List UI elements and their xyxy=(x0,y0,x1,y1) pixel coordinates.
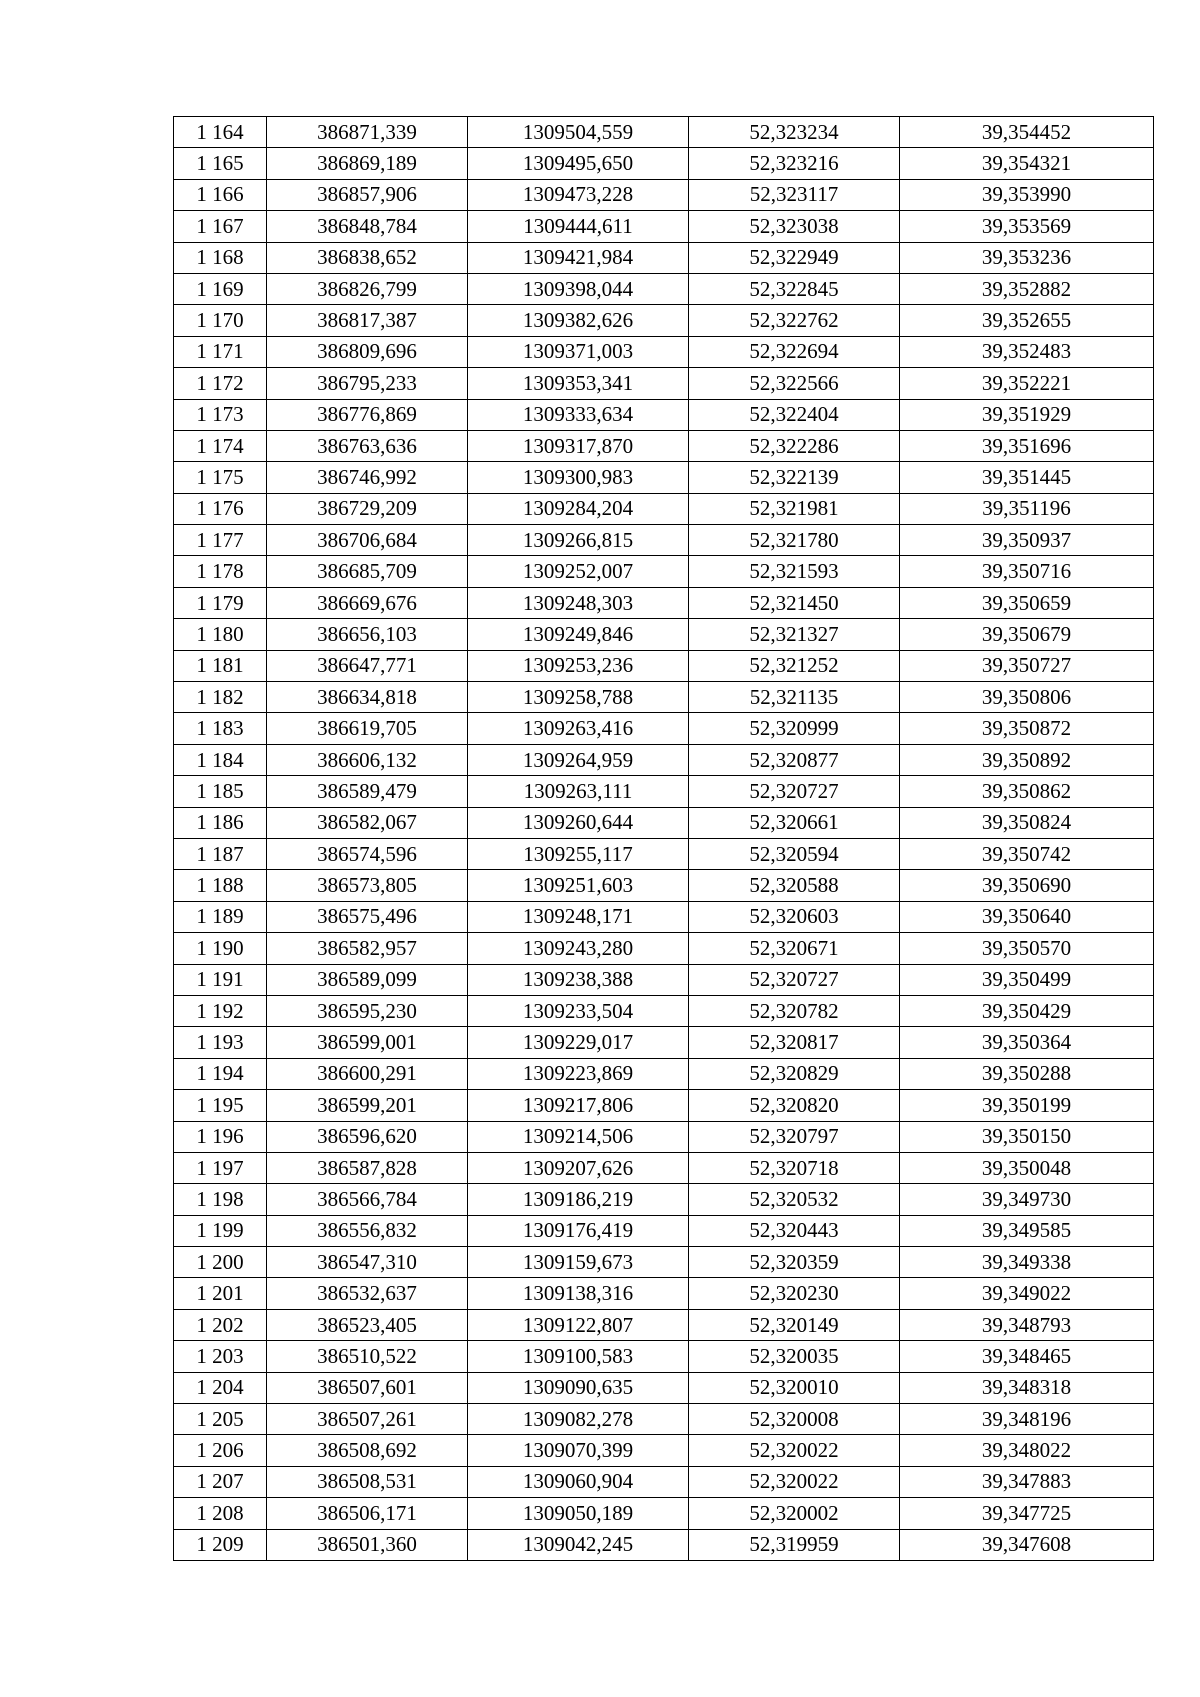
point-number-cell: 1 196 xyxy=(174,1121,267,1152)
table-row xyxy=(174,525,1154,556)
latitude-cell: 52,320727 xyxy=(689,776,900,807)
x-coordinate-cell: 386606,132 xyxy=(267,744,468,775)
table-row xyxy=(174,273,1154,304)
point-number-cell: 1 205 xyxy=(174,1404,267,1435)
y-coordinate-cell: 1309042,245 xyxy=(468,1529,689,1560)
longitude-cell: 39,348465 xyxy=(900,1341,1154,1372)
latitude-cell: 52,320149 xyxy=(689,1309,900,1340)
x-coordinate-cell: 386582,067 xyxy=(267,807,468,838)
table-row xyxy=(174,1435,1154,1466)
latitude-cell: 52,320661 xyxy=(689,807,900,838)
longitude-cell: 39,351445 xyxy=(900,462,1154,493)
latitude-cell: 52,322139 xyxy=(689,462,900,493)
latitude-cell: 52,320718 xyxy=(689,1152,900,1183)
point-number-cell: 1 199 xyxy=(174,1215,267,1246)
latitude-cell: 52,320230 xyxy=(689,1278,900,1309)
x-coordinate-cell: 386599,001 xyxy=(267,1027,468,1058)
y-coordinate-cell: 1309176,419 xyxy=(468,1215,689,1246)
y-coordinate-cell: 1309229,017 xyxy=(468,1027,689,1058)
latitude-cell: 52,323216 xyxy=(689,148,900,179)
y-coordinate-cell: 1309333,634 xyxy=(468,399,689,430)
longitude-cell: 39,350937 xyxy=(900,525,1154,556)
y-coordinate-cell: 1309266,815 xyxy=(468,525,689,556)
latitude-cell: 52,320532 xyxy=(689,1184,900,1215)
latitude-cell: 52,323234 xyxy=(689,117,900,148)
latitude-cell: 52,320008 xyxy=(689,1404,900,1435)
x-coordinate-cell: 386826,799 xyxy=(267,273,468,304)
x-coordinate-cell: 386669,676 xyxy=(267,587,468,618)
latitude-cell: 52,320443 xyxy=(689,1215,900,1246)
point-number-cell: 1 178 xyxy=(174,556,267,587)
point-number-cell: 1 166 xyxy=(174,179,267,210)
table-row xyxy=(174,1404,1154,1435)
point-number-cell: 1 174 xyxy=(174,430,267,461)
y-coordinate-cell: 1309248,171 xyxy=(468,901,689,932)
y-coordinate-cell: 1309444,611 xyxy=(468,211,689,242)
x-coordinate-cell: 386647,771 xyxy=(267,650,468,681)
latitude-cell: 52,320817 xyxy=(689,1027,900,1058)
point-number-cell: 1 184 xyxy=(174,744,267,775)
longitude-cell: 39,354452 xyxy=(900,117,1154,148)
x-coordinate-cell: 386508,531 xyxy=(267,1466,468,1497)
latitude-cell: 52,320035 xyxy=(689,1341,900,1372)
longitude-cell: 39,353990 xyxy=(900,179,1154,210)
point-number-cell: 1 182 xyxy=(174,682,267,713)
longitude-cell: 39,350716 xyxy=(900,556,1154,587)
x-coordinate-cell: 386848,784 xyxy=(267,211,468,242)
longitude-cell: 39,350892 xyxy=(900,744,1154,775)
y-coordinate-cell: 1309263,416 xyxy=(468,713,689,744)
table-row xyxy=(174,901,1154,932)
longitude-cell: 39,349585 xyxy=(900,1215,1154,1246)
table-row xyxy=(174,933,1154,964)
point-number-cell: 1 170 xyxy=(174,305,267,336)
table-row xyxy=(174,995,1154,1026)
table-row xyxy=(174,1278,1154,1309)
point-number-cell: 1 180 xyxy=(174,619,267,650)
table-row xyxy=(174,1184,1154,1215)
longitude-cell: 39,348793 xyxy=(900,1309,1154,1340)
table-row xyxy=(174,1498,1154,1529)
y-coordinate-cell: 1309217,806 xyxy=(468,1090,689,1121)
y-coordinate-cell: 1309060,904 xyxy=(468,1466,689,1497)
x-coordinate-cell: 386547,310 xyxy=(267,1247,468,1278)
table-row xyxy=(174,305,1154,336)
y-coordinate-cell: 1309371,003 xyxy=(468,336,689,367)
point-number-cell: 1 206 xyxy=(174,1435,267,1466)
x-coordinate-cell: 386595,230 xyxy=(267,995,468,1026)
x-coordinate-cell: 386869,189 xyxy=(267,148,468,179)
x-coordinate-cell: 386656,103 xyxy=(267,619,468,650)
x-coordinate-cell: 386871,339 xyxy=(267,117,468,148)
point-number-cell: 1 172 xyxy=(174,368,267,399)
longitude-cell: 39,350806 xyxy=(900,682,1154,713)
table-row xyxy=(174,179,1154,210)
y-coordinate-cell: 1309264,959 xyxy=(468,744,689,775)
x-coordinate-cell: 386809,696 xyxy=(267,336,468,367)
longitude-cell: 39,348022 xyxy=(900,1435,1154,1466)
latitude-cell: 52,321135 xyxy=(689,682,900,713)
y-coordinate-cell: 1309473,228 xyxy=(468,179,689,210)
table-row xyxy=(174,776,1154,807)
table-row xyxy=(174,493,1154,524)
y-coordinate-cell: 1309258,788 xyxy=(468,682,689,713)
point-number-cell: 1 200 xyxy=(174,1247,267,1278)
table-row xyxy=(174,807,1154,838)
point-number-cell: 1 169 xyxy=(174,273,267,304)
longitude-cell: 39,351929 xyxy=(900,399,1154,430)
x-coordinate-cell: 386556,832 xyxy=(267,1215,468,1246)
table-row xyxy=(174,713,1154,744)
point-number-cell: 1 198 xyxy=(174,1184,267,1215)
x-coordinate-cell: 386587,828 xyxy=(267,1152,468,1183)
point-number-cell: 1 190 xyxy=(174,933,267,964)
longitude-cell: 39,350659 xyxy=(900,587,1154,618)
longitude-cell: 39,350288 xyxy=(900,1058,1154,1089)
y-coordinate-cell: 1309249,846 xyxy=(468,619,689,650)
point-number-cell: 1 187 xyxy=(174,838,267,869)
latitude-cell: 52,320603 xyxy=(689,901,900,932)
longitude-cell: 39,350872 xyxy=(900,713,1154,744)
point-number-cell: 1 179 xyxy=(174,587,267,618)
latitude-cell: 52,320594 xyxy=(689,838,900,869)
point-number-cell: 1 192 xyxy=(174,995,267,1026)
latitude-cell: 52,320797 xyxy=(689,1121,900,1152)
point-number-cell: 1 167 xyxy=(174,211,267,242)
latitude-cell: 52,319959 xyxy=(689,1529,900,1560)
latitude-cell: 52,322404 xyxy=(689,399,900,430)
latitude-cell: 52,320999 xyxy=(689,713,900,744)
y-coordinate-cell: 1309186,219 xyxy=(468,1184,689,1215)
point-number-cell: 1 203 xyxy=(174,1341,267,1372)
longitude-cell: 39,350640 xyxy=(900,901,1154,932)
latitude-cell: 52,320877 xyxy=(689,744,900,775)
y-coordinate-cell: 1309255,117 xyxy=(468,838,689,869)
x-coordinate-cell: 386746,992 xyxy=(267,462,468,493)
y-coordinate-cell: 1309263,111 xyxy=(468,776,689,807)
latitude-cell: 52,320782 xyxy=(689,995,900,1026)
y-coordinate-cell: 1309233,504 xyxy=(468,995,689,1026)
y-coordinate-cell: 1309138,316 xyxy=(468,1278,689,1309)
x-coordinate-cell: 386634,818 xyxy=(267,682,468,713)
table-row xyxy=(174,1466,1154,1497)
table-row xyxy=(174,1152,1154,1183)
table-row xyxy=(174,1027,1154,1058)
latitude-cell: 52,322566 xyxy=(689,368,900,399)
latitude-cell: 52,322762 xyxy=(689,305,900,336)
point-number-cell: 1 191 xyxy=(174,964,267,995)
table-row xyxy=(174,242,1154,273)
table-row xyxy=(174,211,1154,242)
x-coordinate-cell: 386795,233 xyxy=(267,368,468,399)
latitude-cell: 52,322845 xyxy=(689,273,900,304)
latitude-cell: 52,323117 xyxy=(689,179,900,210)
latitude-cell: 52,320022 xyxy=(689,1466,900,1497)
point-number-cell: 1 168 xyxy=(174,242,267,273)
x-coordinate-cell: 386507,601 xyxy=(267,1372,468,1403)
x-coordinate-cell: 386582,957 xyxy=(267,933,468,964)
x-coordinate-cell: 386573,805 xyxy=(267,870,468,901)
y-coordinate-cell: 1309252,007 xyxy=(468,556,689,587)
latitude-cell: 52,320727 xyxy=(689,964,900,995)
longitude-cell: 39,353569 xyxy=(900,211,1154,242)
latitude-cell: 52,320359 xyxy=(689,1247,900,1278)
longitude-cell: 39,354321 xyxy=(900,148,1154,179)
x-coordinate-cell: 386763,636 xyxy=(267,430,468,461)
table-row xyxy=(174,587,1154,618)
y-coordinate-cell: 1309070,399 xyxy=(468,1435,689,1466)
x-coordinate-cell: 386506,171 xyxy=(267,1498,468,1529)
y-coordinate-cell: 1309504,559 xyxy=(468,117,689,148)
longitude-cell: 39,347725 xyxy=(900,1498,1154,1529)
longitude-cell: 39,352483 xyxy=(900,336,1154,367)
point-number-cell: 1 171 xyxy=(174,336,267,367)
y-coordinate-cell: 1309421,984 xyxy=(468,242,689,273)
y-coordinate-cell: 1309243,280 xyxy=(468,933,689,964)
y-coordinate-cell: 1309082,278 xyxy=(468,1404,689,1435)
longitude-cell: 39,352882 xyxy=(900,273,1154,304)
table-row xyxy=(174,1529,1154,1560)
point-number-cell: 1 176 xyxy=(174,493,267,524)
table-row xyxy=(174,462,1154,493)
x-coordinate-cell: 386575,496 xyxy=(267,901,468,932)
longitude-cell: 39,350499 xyxy=(900,964,1154,995)
point-number-cell: 1 177 xyxy=(174,525,267,556)
table-row xyxy=(174,1121,1154,1152)
y-coordinate-cell: 1309100,583 xyxy=(468,1341,689,1372)
y-coordinate-cell: 1309300,983 xyxy=(468,462,689,493)
table-row xyxy=(174,650,1154,681)
table-row xyxy=(174,556,1154,587)
latitude-cell: 52,320820 xyxy=(689,1090,900,1121)
y-coordinate-cell: 1309398,044 xyxy=(468,273,689,304)
y-coordinate-cell: 1309248,303 xyxy=(468,587,689,618)
longitude-cell: 39,350048 xyxy=(900,1152,1154,1183)
x-coordinate-cell: 386589,099 xyxy=(267,964,468,995)
longitude-cell: 39,349022 xyxy=(900,1278,1154,1309)
x-coordinate-cell: 386523,405 xyxy=(267,1309,468,1340)
point-number-cell: 1 193 xyxy=(174,1027,267,1058)
table-row xyxy=(174,744,1154,775)
x-coordinate-cell: 386685,709 xyxy=(267,556,468,587)
x-coordinate-cell: 386510,522 xyxy=(267,1341,468,1372)
x-coordinate-cell: 386574,596 xyxy=(267,838,468,869)
point-number-cell: 1 208 xyxy=(174,1498,267,1529)
y-coordinate-cell: 1309159,673 xyxy=(468,1247,689,1278)
latitude-cell: 52,323038 xyxy=(689,211,900,242)
y-coordinate-cell: 1309253,236 xyxy=(468,650,689,681)
y-coordinate-cell: 1309251,603 xyxy=(468,870,689,901)
latitude-cell: 52,320010 xyxy=(689,1372,900,1403)
point-number-cell: 1 164 xyxy=(174,117,267,148)
longitude-cell: 39,350742 xyxy=(900,838,1154,869)
table-row xyxy=(174,838,1154,869)
y-coordinate-cell: 1309090,635 xyxy=(468,1372,689,1403)
table-row xyxy=(174,1215,1154,1246)
y-coordinate-cell: 1309495,650 xyxy=(468,148,689,179)
point-number-cell: 1 175 xyxy=(174,462,267,493)
latitude-cell: 52,321327 xyxy=(689,619,900,650)
longitude-cell: 39,350690 xyxy=(900,870,1154,901)
table-row xyxy=(174,336,1154,367)
y-coordinate-cell: 1309122,807 xyxy=(468,1309,689,1340)
x-coordinate-cell: 386776,869 xyxy=(267,399,468,430)
x-coordinate-cell: 386838,652 xyxy=(267,242,468,273)
longitude-cell: 39,350199 xyxy=(900,1090,1154,1121)
x-coordinate-cell: 386501,360 xyxy=(267,1529,468,1560)
x-coordinate-cell: 386507,261 xyxy=(267,1404,468,1435)
latitude-cell: 52,321981 xyxy=(689,493,900,524)
longitude-cell: 39,347608 xyxy=(900,1529,1154,1560)
latitude-cell: 52,320022 xyxy=(689,1435,900,1466)
x-coordinate-cell: 386600,291 xyxy=(267,1058,468,1089)
longitude-cell: 39,348318 xyxy=(900,1372,1154,1403)
longitude-cell: 39,347883 xyxy=(900,1466,1154,1497)
point-number-cell: 1 183 xyxy=(174,713,267,744)
point-number-cell: 1 186 xyxy=(174,807,267,838)
y-coordinate-cell: 1309284,204 xyxy=(468,493,689,524)
longitude-cell: 39,348196 xyxy=(900,1404,1154,1435)
x-coordinate-cell: 386857,906 xyxy=(267,179,468,210)
table-row xyxy=(174,870,1154,901)
longitude-cell: 39,352655 xyxy=(900,305,1154,336)
longitude-cell: 39,350150 xyxy=(900,1121,1154,1152)
point-number-cell: 1 197 xyxy=(174,1152,267,1183)
point-number-cell: 1 209 xyxy=(174,1529,267,1560)
y-coordinate-cell: 1309353,341 xyxy=(468,368,689,399)
x-coordinate-cell: 386599,201 xyxy=(267,1090,468,1121)
y-coordinate-cell: 1309214,506 xyxy=(468,1121,689,1152)
latitude-cell: 52,320002 xyxy=(689,1498,900,1529)
longitude-cell: 39,350679 xyxy=(900,619,1154,650)
latitude-cell: 52,320671 xyxy=(689,933,900,964)
longitude-cell: 39,350429 xyxy=(900,995,1154,1026)
table-row xyxy=(174,368,1154,399)
x-coordinate-cell: 386729,209 xyxy=(267,493,468,524)
table-row xyxy=(174,1247,1154,1278)
longitude-cell: 39,351196 xyxy=(900,493,1154,524)
x-coordinate-cell: 386589,479 xyxy=(267,776,468,807)
point-number-cell: 1 173 xyxy=(174,399,267,430)
x-coordinate-cell: 386706,684 xyxy=(267,525,468,556)
longitude-cell: 39,351696 xyxy=(900,430,1154,461)
table-row xyxy=(174,148,1154,179)
table-row xyxy=(174,1058,1154,1089)
x-coordinate-cell: 386619,705 xyxy=(267,713,468,744)
latitude-cell: 52,322286 xyxy=(689,430,900,461)
table-row xyxy=(174,619,1154,650)
y-coordinate-cell: 1309382,626 xyxy=(468,305,689,336)
longitude-cell: 39,349338 xyxy=(900,1247,1154,1278)
table-row xyxy=(174,1341,1154,1372)
latitude-cell: 52,322694 xyxy=(689,336,900,367)
point-number-cell: 1 188 xyxy=(174,870,267,901)
latitude-cell: 52,321593 xyxy=(689,556,900,587)
longitude-cell: 39,350727 xyxy=(900,650,1154,681)
x-coordinate-cell: 386566,784 xyxy=(267,1184,468,1215)
latitude-cell: 52,320588 xyxy=(689,870,900,901)
y-coordinate-cell: 1309207,626 xyxy=(468,1152,689,1183)
table-row xyxy=(174,1309,1154,1340)
latitude-cell: 52,322949 xyxy=(689,242,900,273)
latitude-cell: 52,320829 xyxy=(689,1058,900,1089)
y-coordinate-cell: 1309260,644 xyxy=(468,807,689,838)
table-row xyxy=(174,964,1154,995)
table-row xyxy=(174,117,1154,148)
point-number-cell: 1 165 xyxy=(174,148,267,179)
table-row xyxy=(174,682,1154,713)
y-coordinate-cell: 1309050,189 xyxy=(468,1498,689,1529)
longitude-cell: 39,350364 xyxy=(900,1027,1154,1058)
longitude-cell: 39,350570 xyxy=(900,933,1154,964)
point-number-cell: 1 207 xyxy=(174,1466,267,1497)
longitude-cell: 39,350862 xyxy=(900,776,1154,807)
point-number-cell: 1 195 xyxy=(174,1090,267,1121)
table-row xyxy=(174,1090,1154,1121)
y-coordinate-cell: 1309317,870 xyxy=(468,430,689,461)
x-coordinate-cell: 386596,620 xyxy=(267,1121,468,1152)
point-number-cell: 1 204 xyxy=(174,1372,267,1403)
x-coordinate-cell: 386817,387 xyxy=(267,305,468,336)
point-number-cell: 1 202 xyxy=(174,1309,267,1340)
x-coordinate-cell: 386532,637 xyxy=(267,1278,468,1309)
latitude-cell: 52,321450 xyxy=(689,587,900,618)
point-number-cell: 1 194 xyxy=(174,1058,267,1089)
longitude-cell: 39,350824 xyxy=(900,807,1154,838)
y-coordinate-cell: 1309223,869 xyxy=(468,1058,689,1089)
table-row xyxy=(174,430,1154,461)
coordinates-table xyxy=(173,116,1154,1561)
point-number-cell: 1 181 xyxy=(174,650,267,681)
table-row xyxy=(174,1372,1154,1403)
point-number-cell: 1 189 xyxy=(174,901,267,932)
table-row xyxy=(174,399,1154,430)
point-number-cell: 1 201 xyxy=(174,1278,267,1309)
latitude-cell: 52,321780 xyxy=(689,525,900,556)
point-number-cell: 1 185 xyxy=(174,776,267,807)
y-coordinate-cell: 1309238,388 xyxy=(468,964,689,995)
longitude-cell: 39,353236 xyxy=(900,242,1154,273)
longitude-cell: 39,349730 xyxy=(900,1184,1154,1215)
coordinates-table-body xyxy=(174,117,1154,1561)
longitude-cell: 39,352221 xyxy=(900,368,1154,399)
latitude-cell: 52,321252 xyxy=(689,650,900,681)
x-coordinate-cell: 386508,692 xyxy=(267,1435,468,1466)
